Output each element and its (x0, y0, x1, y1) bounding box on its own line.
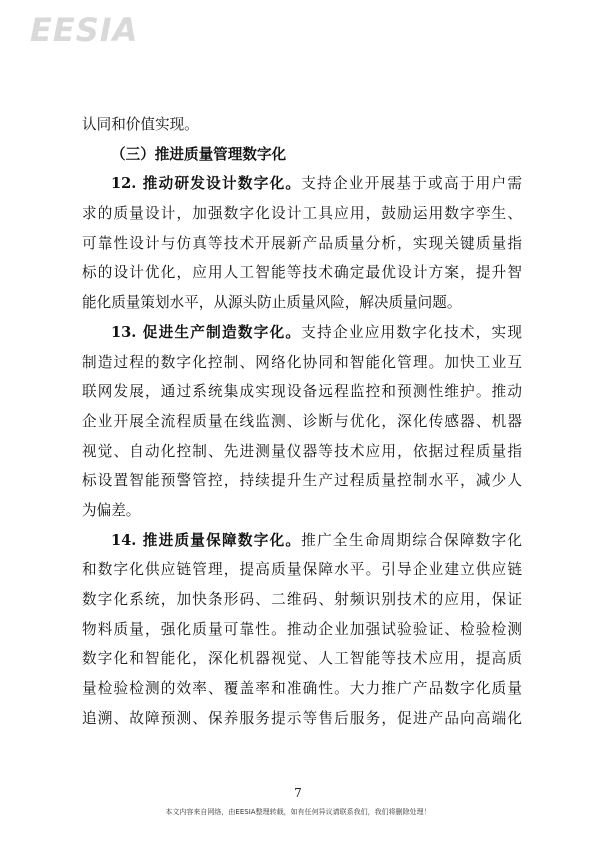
paragraph-13-line-3: 联网发展，通过系统集成实现设备远程监控和预测性维护。推动 (82, 383, 522, 401)
paragraph-14-text: 推广全生命周期综合保障数字化 (301, 531, 522, 549)
paragraph-12-line-4: 标的设计优化，应用人工智能等技术确定最优设计方案，提升智 (82, 264, 522, 282)
paragraph-14-line-7: 追溯、故障预测、保养服务提示等售后服务，促进产品向高端化 (82, 709, 522, 727)
paragraph-14-line-3: 数字化系统，加快条形码、二维码、射频识别技术的应用，保证 (82, 591, 522, 608)
paragraph-13-line-5: 视觉、自动化控制、先进测量仪器等技术应用，依据过程质量指 (82, 442, 522, 460)
paragraph-12-line-5: 能化质量策划水平，从源头防止质量风险，解决质量问题。 (82, 294, 462, 312)
paragraph-14-line-4: 物料质量，强化质量可靠性。推动企业加强试验验证、检验检测 (82, 620, 522, 638)
paragraph-13-line-1 (82, 318, 522, 348)
document-body (82, 110, 522, 733)
paragraph-14-line-6: 量检验检测的效率、覆盖率和准确性。大力推广产品数字化质量 (82, 680, 522, 698)
paragraph-14-title: 14. 推进质量保障数字化。 (111, 531, 302, 549)
paragraph-12-line-1 (82, 169, 522, 199)
paragraph-13-line-7: 为偏差。 (82, 501, 141, 519)
paragraph-13-title: 13. 促进生产制造数字化。 (111, 323, 302, 341)
paragraph-13-line-2: 制造过程的数字化控制、网络化协同和智能化管理。加快工业互 (82, 353, 522, 371)
section-heading: （三）推进质量管理数字化 (111, 145, 287, 163)
page-number: 7 (294, 786, 302, 800)
paragraph-13-line-6: 标设置智能预警管控，持续提升生产过程质量控制水平，减少人 (82, 472, 522, 490)
paragraph-13-text: 支持企业应用数字化技术，实现 (301, 323, 522, 341)
paragraph-12-text: 支持企业开展基于或高于用户需 (301, 175, 522, 193)
paragraph-12-title: 12. 推动研发设计数字化。 (111, 175, 302, 193)
paragraph-12-line-3: 可靠性设计与仿真等技术开展新产品质量分析，实现关键质量指 (82, 234, 522, 252)
eesia-logo: EESIA (30, 11, 139, 49)
footer-disclaimer: 本文内容来自网络，由EESIA整理转载，如有任何异议请联系我们，我们将删除处理！ (165, 808, 431, 816)
paragraph-continuation-line: 认同和价值实现。 (82, 116, 199, 133)
paragraph-14-line-2: 和数字化供应链管理，提高质量保障水平。引导企业建立供应链 (82, 561, 522, 579)
paragraph-14-line-5: 数字化和智能化，深化机器视觉、人工智能等技术应用，提高质 (82, 650, 522, 668)
paragraph-14-line-1 (82, 526, 522, 556)
paragraph-13-line-4: 企业开展全流程质量在线监测、诊断与优化，深化传感器、机器 (82, 412, 522, 430)
paragraph-12-line-2: 求的质量设计，加强数字化设计工具应用，鼓励运用数字孪生、 (82, 205, 522, 223)
